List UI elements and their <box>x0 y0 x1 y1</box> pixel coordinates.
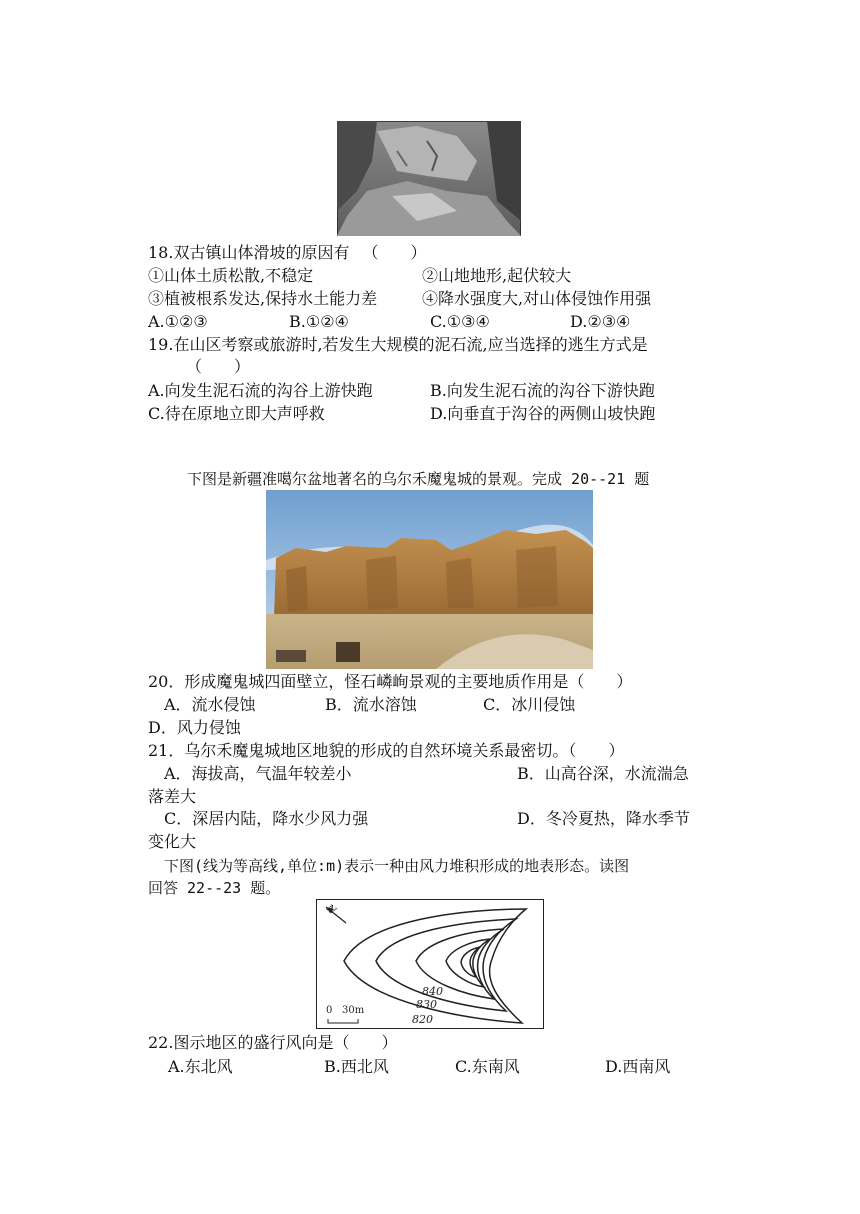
q19-choice-c: C.待在原地立即大声呼救 <box>148 404 325 423</box>
q19-choice-d: D.向垂直于沟谷的两侧山坡快跑 <box>430 404 656 423</box>
q21-stem: 21．乌尔禾魔鬼城地区地貌的形成的自然环境关系最密切。（ ） <box>148 741 625 760</box>
intro-22-23-line2: 回答 22--23 题。 <box>148 879 281 897</box>
q19-stem: 19.在山区考察或旅游时,若发生大规模的泥石流,应当选择的逃生方式是 <box>148 335 648 354</box>
q21-choice-c: C．深居内陆，降水少风力强 <box>164 809 369 828</box>
q18-choice-a: A.①②③ <box>148 312 208 331</box>
q19-paren: （ ） <box>186 357 251 376</box>
q22-choice-c: C.东南风 <box>455 1057 520 1076</box>
intro-22-23-line1: 下图(线为等高线,单位:m)表示一种由风力堆积形成的地表形态。读图 <box>164 857 630 875</box>
q18-option-4: ④降水强度大,对山体侵蚀作用强 <box>422 289 652 308</box>
q21-choice-d-line1: D．冬冷夏热，降水季节 <box>517 809 690 828</box>
intro-20-21: 下图是新疆准噶尔盆地著名的乌尔禾魔鬼城的景观。完成 20--21 题 <box>187 470 650 488</box>
north-label: N <box>324 902 338 917</box>
q19-choice-b: B.向发生泥石流的沟谷下游快跑 <box>430 381 655 400</box>
q22-stem: 22.图示地区的盛行风向是（ ） <box>148 1033 398 1052</box>
q20-choice-a: A．流水侵蚀 <box>164 695 256 714</box>
q18-stem: 18.双古镇山体滑坡的原因有 （ ） <box>148 243 427 262</box>
q20-choice-d: D．风力侵蚀 <box>148 718 241 737</box>
q18-option-3: ③植被根系发达,保持水土能力差 <box>148 289 378 308</box>
q20-stem: 20．形成魔鬼城四面壁立，怪石嶙峋景观的主要地质作用是（ ） <box>148 672 633 691</box>
q21-choice-d-line2: 变化大 <box>148 832 197 851</box>
q20-choice-b: B．流水溶蚀 <box>325 695 417 714</box>
q19-choice-a: A.向发生泥石流的沟谷上游快跑 <box>148 381 373 400</box>
q22-choice-a: A.东北风 <box>168 1057 233 1076</box>
scale-label: 30m <box>342 1005 365 1016</box>
scale-zero: 0 <box>326 1005 333 1016</box>
contour-map <box>316 899 544 1029</box>
q18-option-1: ①山体土质松散,不稳定 <box>148 266 314 285</box>
q18-choice-d: D.②③④ <box>570 312 631 331</box>
contour-label-840: 840 <box>422 985 443 998</box>
q22-choice-d: D.西南风 <box>605 1057 671 1076</box>
q18-option-2: ②山地地形,起伏较大 <box>422 266 572 285</box>
contour-label-820: 820 <box>412 1013 433 1026</box>
q22-choice-b: B.西北风 <box>324 1057 389 1076</box>
q21-choice-a: A．海拔高，气温年较差小 <box>164 764 352 783</box>
q21-choice-b-line1: B．山高谷深，水流湍急 <box>517 764 689 783</box>
contour-label-830: 830 <box>416 998 437 1011</box>
q21-choice-b-line2: 落差大 <box>148 787 197 806</box>
q20-choice-c: C．冰川侵蚀 <box>483 695 576 714</box>
q18-choice-c: C.①③④ <box>430 312 490 331</box>
landslide-photo <box>337 121 521 236</box>
q18-choice-b: B.①②④ <box>289 312 349 331</box>
ghost-city-photo <box>266 490 593 669</box>
